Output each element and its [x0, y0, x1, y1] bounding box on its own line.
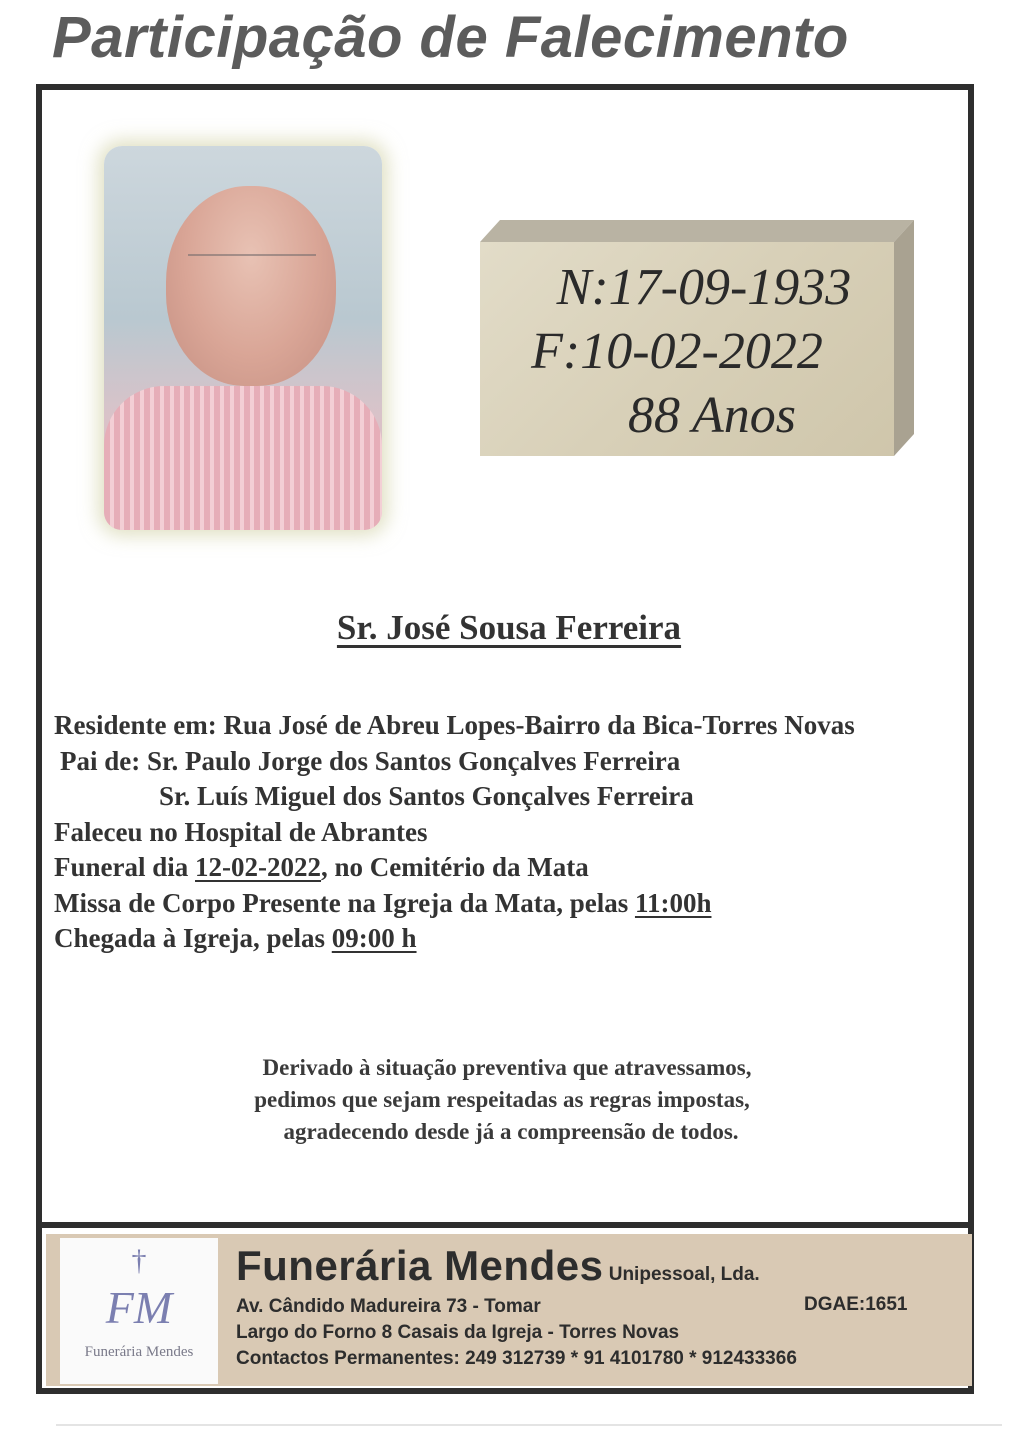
father-of-line-2: Sr. Luís Miguel dos Santos Gonçalves Ferreira	[159, 781, 694, 811]
age: 88 Anos	[627, 387, 797, 444]
dates-plaque	[480, 220, 914, 456]
bottom-rule	[56, 1424, 1002, 1426]
dgae-number: DGAE:1651	[804, 1294, 908, 1315]
photo-glasses	[188, 254, 316, 282]
mass-time: 11:00h	[634, 887, 712, 918]
footer-divider	[36, 1222, 974, 1228]
death-date: F:10-02-2022	[531, 323, 823, 380]
address-torres-novas: Largo do Forno 8 Casais da Igreja - Torres Novas	[236, 1322, 680, 1343]
funeral-line: Funeral dia 12-02-2022, no Cemitério da Mata	[54, 852, 589, 882]
photo-shirt	[104, 386, 382, 530]
deceased-name: Sr. José Sousa Ferreira	[336, 608, 682, 647]
deceased-photo	[104, 146, 382, 530]
funeral-details	[54, 708, 974, 957]
address-tomar: Av. Cândido Madureira 73 - Tomar	[236, 1296, 541, 1317]
covid-notice: Derivado à situação preventiva que atravessamos, pedimos que sejam respeitadas as regras impostas, agradecendo desde já a compreensão de todos.	[254, 1055, 752, 1144]
company-name: Funerária Mendes Unipessoal, Lda.	[236, 1242, 760, 1289]
funeral-home-logo	[60, 1238, 218, 1384]
mass-line: Missa de Corpo Presente na Igreja da Mata, pelas 11:00h	[54, 887, 712, 918]
page-title: Participação de Falecimento	[52, 5, 849, 70]
funeral-date: 12-02-2022	[195, 852, 321, 882]
father-of-line-1: Pai de: Sr. Paulo Jorge dos Santos Gonçalves Ferreira	[60, 745, 681, 776]
logo-monogram: FM	[105, 1282, 173, 1333]
birth-date: N:17-09-1933	[556, 259, 852, 316]
arrival-line: Chegada à Igreja, pelas 09:00 h	[54, 923, 417, 953]
cross-icon: †	[131, 1244, 147, 1277]
died-at-line: Faleceu no Hospital de Abrantes	[54, 816, 428, 847]
residence-line: Residente em: Rua José de Abreu Lopes-Bairro da Bica-Torres Novas	[54, 710, 855, 740]
photo-head	[166, 186, 336, 386]
contacts: Contactos Permanentes: 249 312739 * 91 4101780 * 912433366	[236, 1348, 797, 1369]
logo-name: Funerária Mendes	[84, 1344, 194, 1360]
arrival-time: 09:00 h	[331, 923, 417, 953]
